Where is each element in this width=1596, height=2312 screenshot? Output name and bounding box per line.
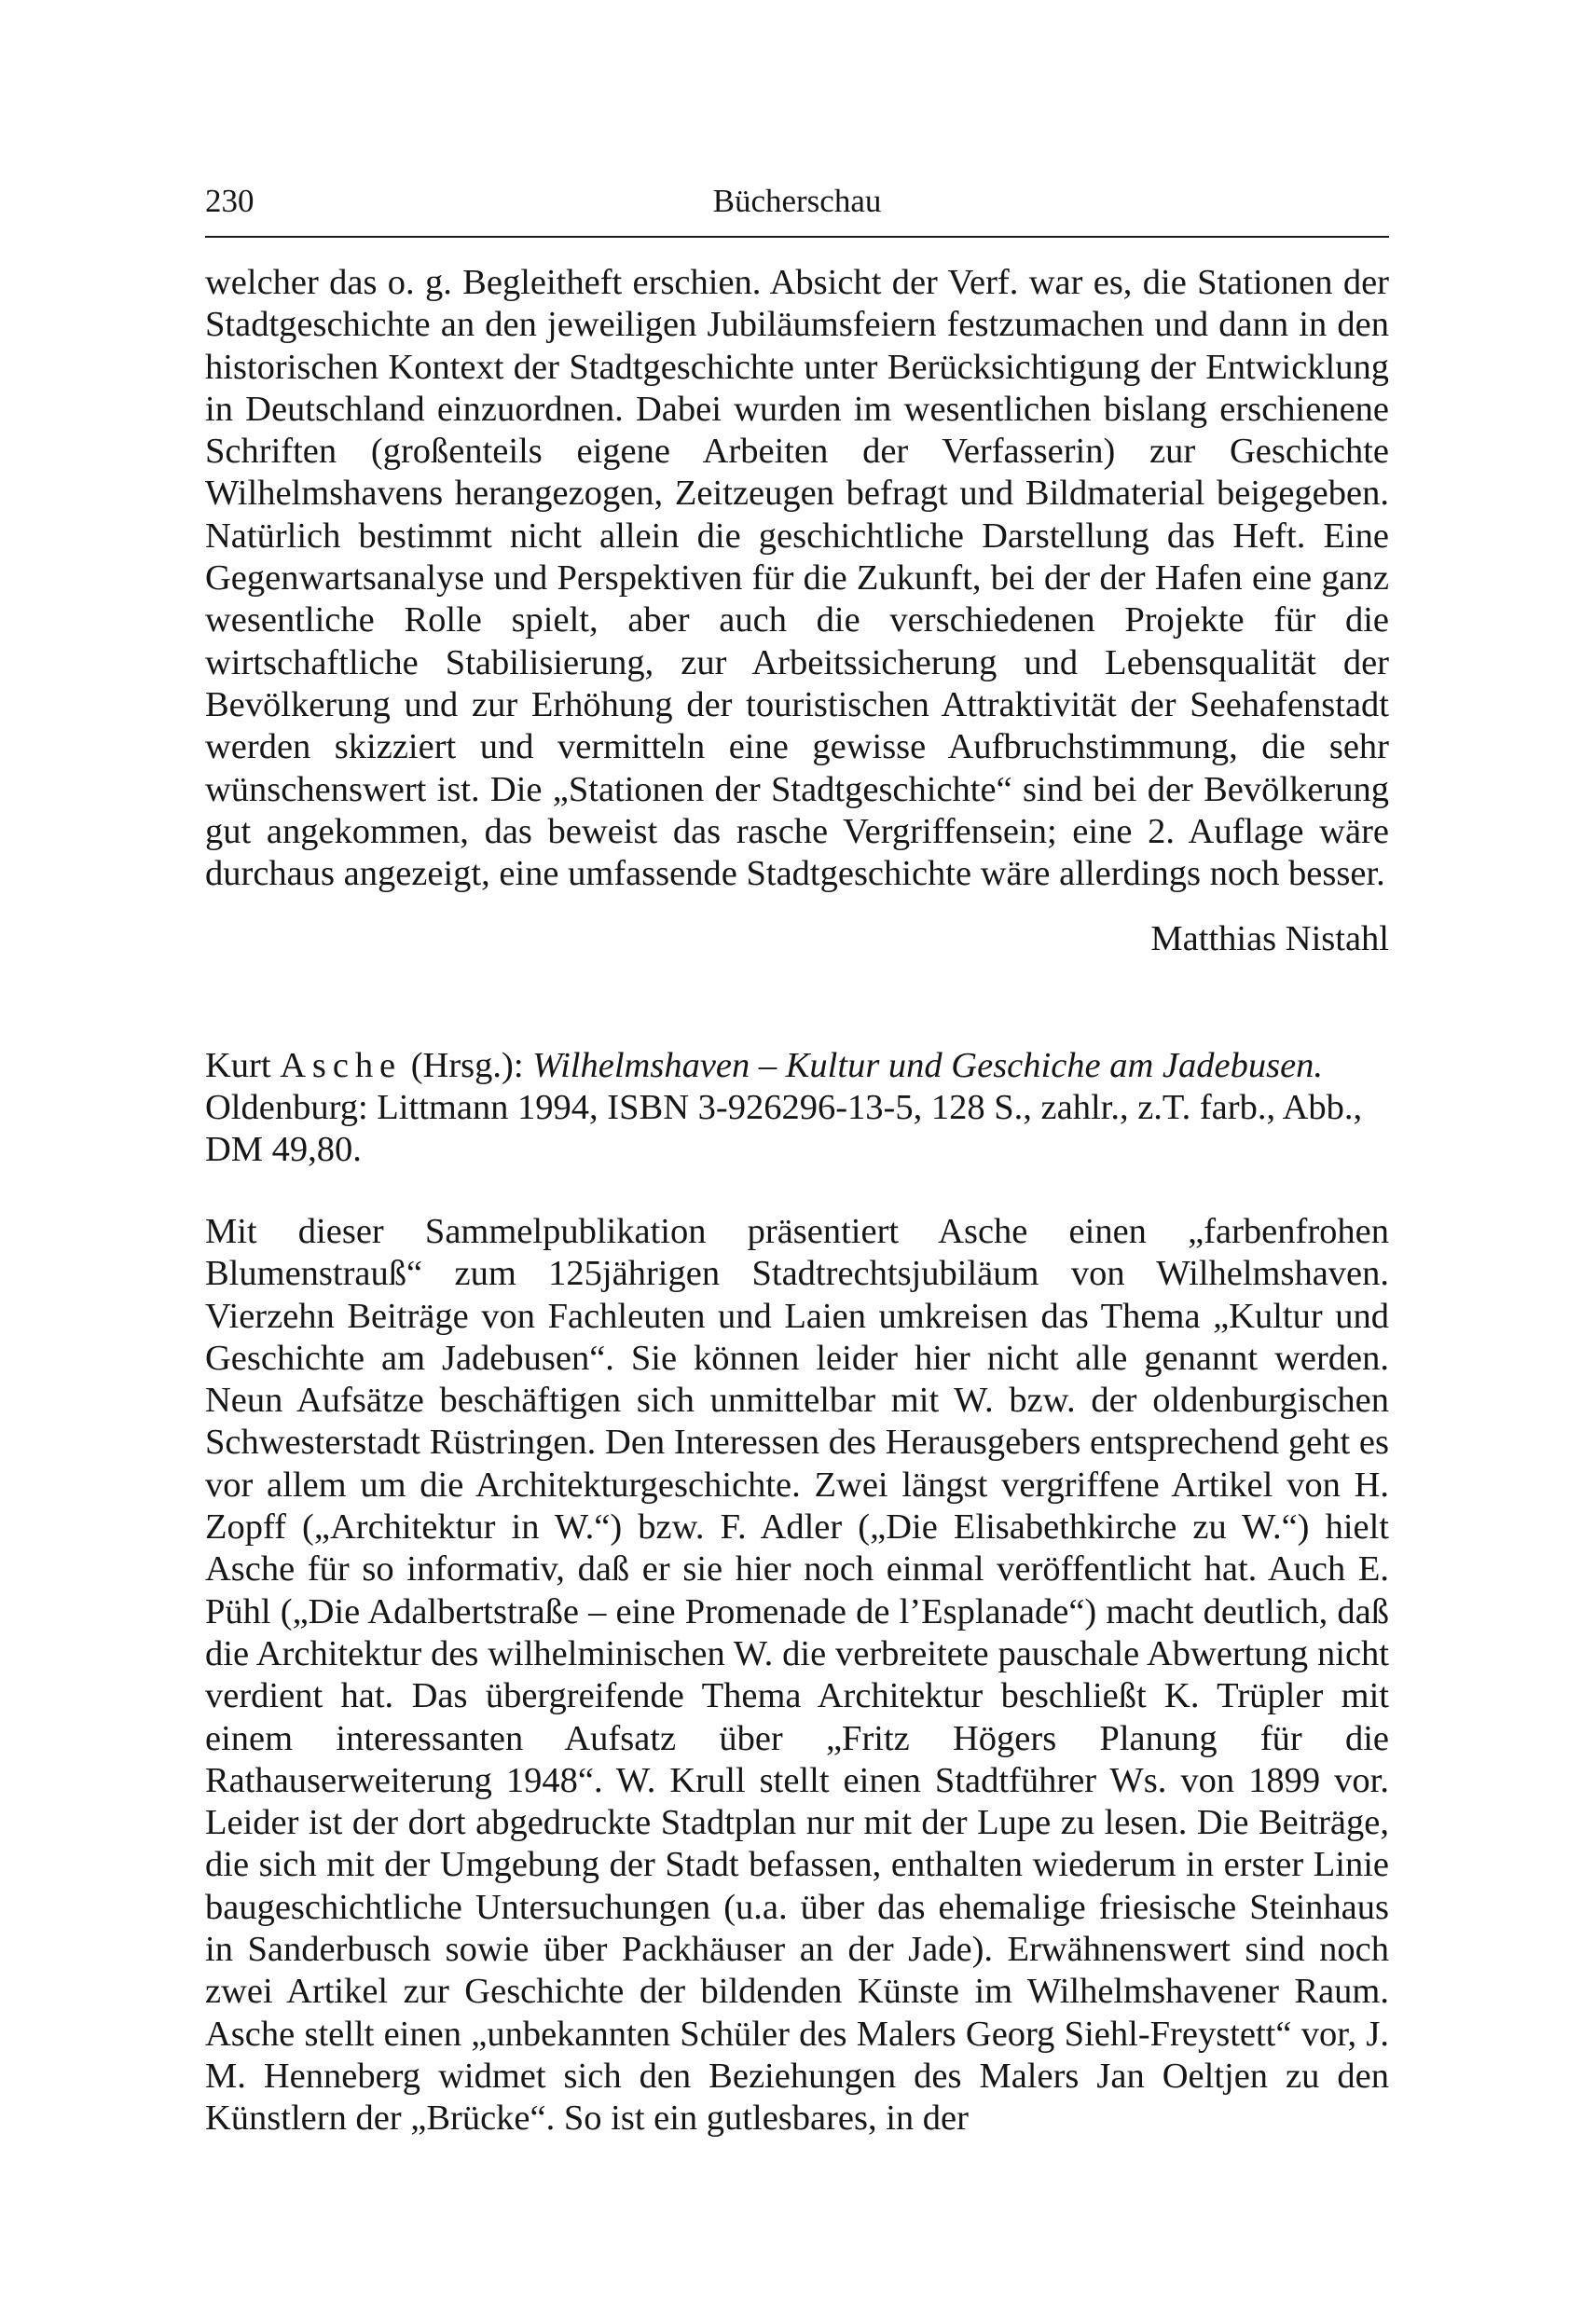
book-citation [205, 1045, 1389, 1171]
review-1-body: welcher das o. g. Begleitheft erschien. Absicht der Verf. war es, die Stationen der Stadtgeschichte an den jeweiligen Jubiläumsfeiern festzumachen und dann in den historischen Kontext der Stadtgeschichte unter Berücksichtigung der Entwicklung in Deutschland einzuordnen. Dabei wurden im wesentlichen bislang erschienene Schriften (großenteils eigene Arbeiten der Verfasserin) zur Geschichte Wilhelmshavens herangezogen, Zeitzeugen befragt und Bildmaterial beigegeben. Natürlich bestimmt nicht allein die geschichtliche Darstellung das Heft. Eine Gegenwartsanalyse und Perspektiven für die Zukunft, bei der der Hafen eine ganz wesentliche Rolle spielt, aber auch die verschiedenen Projekte für die wirtschaftliche Stabilisierung, zur Arbeitssicherung und Lebensqualität der Bevölkerung und zur Erhöhung der touristischen Attraktivität der Seehafenstadt werden skizziert und vermitteln eine gewisse Aufbruchstimmung, die sehr wünschenswert ist. Die „Stationen der Stadtgeschichte“ sind bei der Bevölkerung gut angekommen, das beweist das rasche Vergriffensein; eine 2. Auflage wäre durchaus angezeigt, eine umfassende Stadtgeschichte wäre allerdings noch besser. [205, 263, 1389, 894]
author-role: (Hrsg.): [410, 1046, 524, 1085]
publication-details: Oldenburg: Littmann 1994, ISBN 3-926296-13-5, 128 S., zahlr., z.T. farb., Abb., [205, 1088, 1363, 1127]
review-2-body: Mit dieser Sammelpublikation präsentiert Asche einen „farbenfrohen Blumenstrauß“ zum 125jährigen Stadtrechtsjubiläum von Wilhelmshaven. Vierzehn Beiträge von Fachleuten und Laien umkreisen das Thema „Kultur und Geschichte am Jadebusen“. Sie können leider hier nicht alle genannt werden. Neun Aufsätze beschäftigen sich unmittelbar mit W. bzw. der oldenburgischen Schwesterstadt Rüstringen. Den Interessen des Herausgebers entsprechend geht es vor allem um die Architekturgeschichte. Zwei längst vergriffene Artikel von H. Zopff („Architektur in W.“) bzw. F. Adler („Die Elisabethkirche zu W.“) hielt Asche für so informativ, daß er sie hier noch einmal veröffentlicht hat. Auch E. Pühl („Die Adalbertstraße – eine Promenade de l’Esplanade“) macht deutlich, daß die Architektur des wilhelminischen W. die verbreitete pauschale Abwertung nicht verdient hat. Das übergreifende Thema Architektur beschließt K. Trüpler mit einem interessanten Aufsatz über „Fritz Högers Planung für die Rathauserweiterung 1948“. W. Krull stellt einen Stadtführer Ws. von 1899 vor. Leider ist der dort abgedruckte Stadtplan nur mit der Lupe zu lesen. Die Beiträge, die sich mit der Umgebung der Stadt befassen, enthalten wiederum in erster Linie baugeschichtliche Untersuchungen (u.a. über das ehemalige friesische Steinhaus in Sanderbusch sowie über Packhäuser an der Jade). Erwähnenswert sind noch zwei Artikel zur Geschichte der bildenden Künste im Wilhelmshavener Raum. Asche stellt einen „unbekannten Schüler des Malers Georg Siehl-Freystett“ vor, J. M. Henneberg widmet sich den Beziehungen des Malers Jan Oeltjen zu den Künstlern der „Brücke“. So ist ein gutlesbares, in der [205, 1212, 1389, 2139]
book-title: Wilhelmshaven – Kultur und Geschiche am Jadebusen. [532, 1046, 1324, 1085]
book-price: DM 49,80. [205, 1130, 362, 1169]
running-head [205, 183, 1389, 231]
page-number: 230 [205, 183, 255, 219]
citation-first-line [205, 1045, 1389, 1087]
author-surname: Asche [280, 1046, 403, 1085]
author-first-name: Kurt [205, 1046, 271, 1085]
header-rule [205, 236, 1389, 238]
running-title: Bücherschau [712, 183, 882, 219]
reviewer-signature: Matthias Nistahl [1150, 919, 1389, 958]
